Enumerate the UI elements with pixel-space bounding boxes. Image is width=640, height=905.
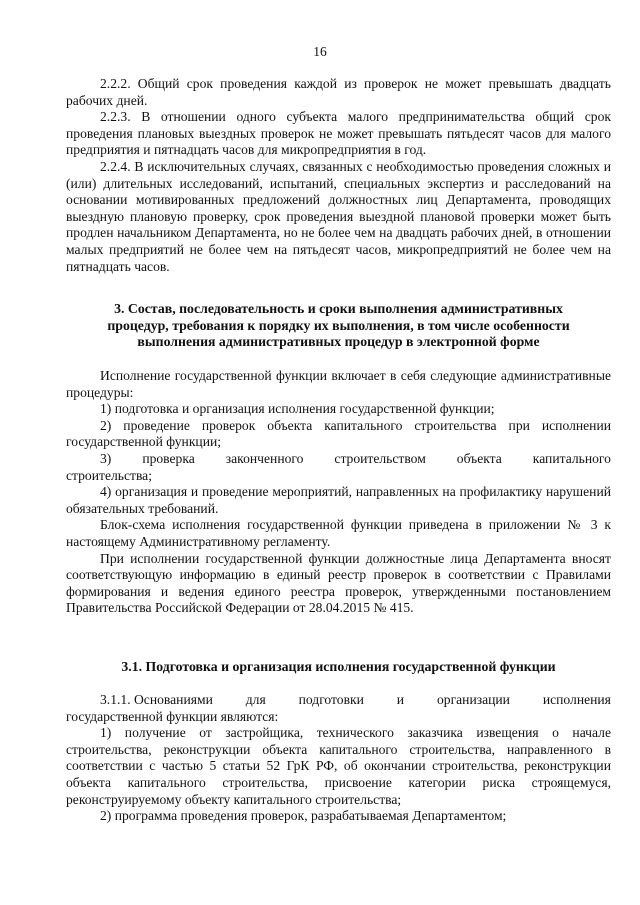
procedure-item-4: 4) организация и проведение мероприятий, направленных на профилактику нарушений обязательных требований. — [66, 484, 611, 516]
paragraph-3-1-1-word: и — [396, 692, 405, 707]
procedure-item-3-word: капитального — [532, 450, 611, 466]
procedure-item-2: 2) проведение проверок объекта капитального строительства при исполнении государственной функции; — [66, 417, 611, 450]
registry-note: При исполнении государственной функции должностные лица Департамента вносят соответствующую информацию в единый реестр проверок в соответствии с Правилами формирования и ведения единого реестра проверок, утвержденными постановлением Правительства Российской Федерации от 28.04.2015 № 415. — [66, 550, 611, 616]
procedure-item-3-tail: строительства; — [66, 467, 152, 483]
paragraph-3-1-1 — [66, 692, 611, 725]
procedures-intro: Исполнение государственной функции включает в себя следующие административные процедуры: — [66, 368, 611, 400]
section-3-heading-line-2: процедур, требования к порядку их выполнения, в том числе особенности — [107, 317, 570, 333]
procedure-item-3-word: объекта — [456, 450, 502, 466]
section-3-heading-line-1: 3. Состав, последовательность и сроки выполнения административных — [114, 301, 563, 316]
section-3-paragraphs — [66, 368, 611, 617]
block-scheme-note: Блок-схема исполнения государственной функции приведена в приложении № 3 к настоящему Административному регламенту. — [66, 517, 611, 549]
page-number: 16 — [313, 44, 327, 59]
section-3-heading — [66, 301, 611, 351]
paragraph-3-1-1-word: организации — [436, 692, 510, 707]
section-3-1-title: 3.1. Подготовка и организация исполнения государственной функции — [121, 659, 556, 674]
procedure-item-3-word: проверка — [142, 450, 195, 466]
basis-item-1: 1) получение от застройщика, технического заказчика извещения о начале строительства, реконструкции объекта капитального строительства, направленного в соответствии с частью 5 статьи 52 ГрК РФ, об окончании строительства, реконструкции объекта капитального строительства, присвоение категории риска строящемуся, реконструируемому объекту капитального строительства; — [66, 725, 611, 807]
paragraph-2-2-4: 2.2.4. В исключительных случаях, связанных с необходимостью проведения сложных и (или) длительных исследований, испытаний, специальных экспертиз и расследований на основании мотивированных предложений должностных лиц Департамента, проводящих выездную плановую проверку, срок проведения выездной плановой проверки может быть продлен начальником Департамента, но не более чем на двадцать рабочих дней, в отношении малых предприятий не более чем на пятьдесят часов, микропредприятий не более чем на пятнадцать часов. — [66, 158, 611, 274]
paragraph-2-2-2: 2.2.2. Общий срок проведения каждой из проверок не может превышать двадцать рабочих дней. — [66, 76, 611, 108]
procedure-item-1: 1) подготовка и организация исполнения государственной функции; — [100, 401, 495, 417]
procedure-item-3-word: строительством — [334, 450, 426, 466]
section-3-1-paragraphs — [66, 692, 611, 825]
paragraph-3-1-1-word: для — [245, 692, 266, 707]
basis-item-2: 2) программа проведения проверок, разрабатываемая Департаментом; — [100, 808, 507, 824]
section-2-2-paragraphs — [66, 76, 611, 275]
section-3-heading-line-3: выполнения административных процедур в электронной форме — [137, 334, 540, 350]
section-3-1-heading — [66, 659, 611, 676]
procedure-item-3-word: 3) — [100, 450, 112, 466]
paragraph-3-1-1-word: подготовки — [298, 692, 364, 707]
procedure-item-3-word: законченного — [225, 450, 304, 466]
paragraph-3-1-1-tail: государственной функции являются: — [66, 708, 279, 724]
paragraph-3-1-1-word: 3.1.1. Основаниями — [100, 692, 213, 707]
procedure-item-3 — [66, 451, 611, 484]
paragraph-3-1-1-word: исполнения — [542, 692, 611, 707]
paragraph-2-2-3: 2.2.3. В отношении одного субъекта малого предпринимательства общий срок проведения плановых выездных проверок не может превышать пятьдесят часов для малого предприятия и пятнадцать часов для микропредприятия в год. — [66, 109, 611, 158]
